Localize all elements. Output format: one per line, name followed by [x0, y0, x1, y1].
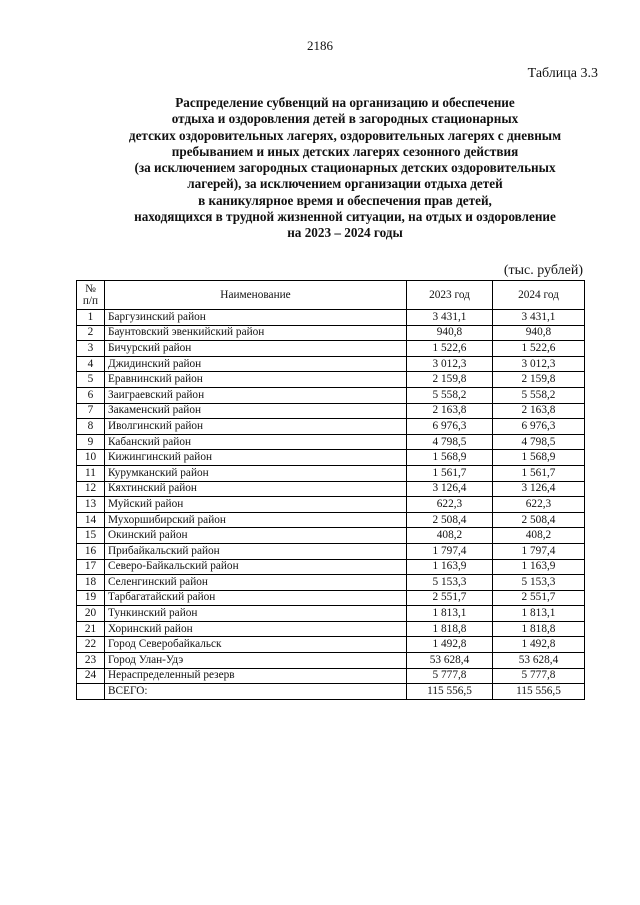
table-row	[77, 372, 585, 388]
row-value-2024: 1 797,4	[493, 543, 585, 559]
row-name: Город Улан-Удэ	[105, 653, 407, 669]
row-value-2023: 1 561,7	[407, 465, 493, 481]
row-number: 24	[77, 668, 105, 684]
total-label: ВСЕГО:	[105, 684, 407, 700]
row-value-2023: 3 012,3	[407, 356, 493, 372]
row-number: 5	[77, 372, 105, 388]
title-line: детских оздоровительных лагерях, оздоровительных лагерях с дневным	[128, 127, 562, 143]
row-value-2024: 940,8	[493, 325, 585, 341]
row-value-2023: 4 798,5	[407, 434, 493, 450]
row-value-2024: 1 522,6	[493, 341, 585, 357]
total-value-2023: 115 556,5	[407, 684, 493, 700]
units-label: (тыс. рублей)	[503, 263, 583, 278]
row-value-2023: 6 976,3	[407, 419, 493, 435]
table-row	[77, 481, 585, 497]
table-row	[77, 512, 585, 528]
row-name: Бичурский район	[105, 341, 407, 357]
title-line: отдыха и оздоровления детей в загородных стационарных	[171, 111, 519, 127]
row-value-2024: 5 777,8	[493, 668, 585, 684]
row-value-2024: 4 798,5	[493, 434, 585, 450]
table-row	[77, 325, 585, 341]
row-number: 22	[77, 637, 105, 653]
document-title	[80, 95, 610, 242]
header-name: Наименование	[105, 281, 407, 310]
table-row	[77, 543, 585, 559]
title-line: (за исключением загородных стационарных детских оздоровительных	[134, 160, 556, 176]
row-value-2024: 1 492,8	[493, 637, 585, 653]
row-value-2023: 622,3	[407, 497, 493, 513]
row-number: 21	[77, 621, 105, 637]
row-value-2023: 2 159,8	[407, 372, 493, 388]
row-number: 14	[77, 512, 105, 528]
row-value-2024: 3 126,4	[493, 481, 585, 497]
header-2023: 2023 год	[407, 281, 493, 310]
row-name: Иволгинский район	[105, 419, 407, 435]
row-value-2023: 1 797,4	[407, 543, 493, 559]
row-value-2024: 2 163,8	[493, 403, 585, 419]
table-row	[77, 528, 585, 544]
row-value-2024: 1 818,8	[493, 621, 585, 637]
row-number: 3	[77, 341, 105, 357]
row-number: 12	[77, 481, 105, 497]
table-row	[77, 637, 585, 653]
row-value-2024: 2 159,8	[493, 372, 585, 388]
table-row	[77, 341, 585, 357]
row-value-2023: 3 431,1	[407, 310, 493, 326]
row-number: 15	[77, 528, 105, 544]
row-number: 19	[77, 590, 105, 606]
table-row	[77, 668, 585, 684]
row-number: 10	[77, 450, 105, 466]
row-value-2024: 622,3	[493, 497, 585, 513]
table-row	[77, 356, 585, 372]
row-name: Курумканский район	[105, 465, 407, 481]
table-row	[77, 419, 585, 435]
row-value-2023: 1 492,8	[407, 637, 493, 653]
header-number	[77, 281, 105, 310]
row-value-2023: 5 777,8	[407, 668, 493, 684]
row-name: Кижингинский район	[105, 450, 407, 466]
row-number: 23	[77, 653, 105, 669]
table-row	[77, 621, 585, 637]
row-value-2023: 2 551,7	[407, 590, 493, 606]
row-name: Заиграевский район	[105, 387, 407, 403]
row-name: Прибайкальский район	[105, 543, 407, 559]
row-number: 16	[77, 543, 105, 559]
row-value-2024: 1 568,9	[493, 450, 585, 466]
header-2024: 2024 год	[493, 281, 585, 310]
row-name: Еравнинский район	[105, 372, 407, 388]
table-label: Таблица 3.3	[527, 66, 598, 81]
title-line: Распределение субвенций на организацию и обеспечение	[175, 95, 515, 110]
row-value-2023: 53 628,4	[407, 653, 493, 669]
table-row	[77, 497, 585, 513]
row-value-2024: 1 163,9	[493, 559, 585, 575]
row-name: Кяхтинский район	[105, 481, 407, 497]
row-name: Северо-Байкальский район	[105, 559, 407, 575]
row-number: 1	[77, 310, 105, 326]
row-number: 6	[77, 387, 105, 403]
row-value-2023: 1 818,8	[407, 621, 493, 637]
title-line: в каникулярное время и обеспечения прав детей,	[198, 192, 492, 208]
table-row	[77, 450, 585, 466]
row-number: 8	[77, 419, 105, 435]
title-line: на 2023 – 2024 годы	[287, 225, 403, 241]
row-value-2023: 5 153,3	[407, 575, 493, 591]
row-name: Хоринский район	[105, 621, 407, 637]
row-name: Тарбагатайский район	[105, 590, 407, 606]
row-name: Мухоршибирский район	[105, 512, 407, 528]
table-row	[77, 465, 585, 481]
table-row	[77, 434, 585, 450]
row-name: Джидинский район	[105, 356, 407, 372]
row-name: Муйский район	[105, 497, 407, 513]
total-row	[77, 684, 585, 700]
row-name: Нераспределенный резерв	[105, 668, 407, 684]
header-number-part: п/п	[82, 295, 99, 307]
title-line: пребыванием и иных детских лагерях сезонного действия	[171, 143, 519, 159]
table-row	[77, 590, 585, 606]
table-body	[77, 310, 585, 700]
table-row	[77, 387, 585, 403]
row-value-2024: 3 431,1	[493, 310, 585, 326]
row-name: Кабанский район	[105, 434, 407, 450]
row-number: 9	[77, 434, 105, 450]
row-value-2023: 5 558,2	[407, 387, 493, 403]
row-number: 20	[77, 606, 105, 622]
row-name: Город Северобайкальск	[105, 637, 407, 653]
table-header-row	[77, 281, 585, 310]
row-name: Закаменский район	[105, 403, 407, 419]
table-row	[77, 653, 585, 669]
table-row	[77, 559, 585, 575]
row-value-2023: 1 522,6	[407, 341, 493, 357]
title-line: находящихся в трудной жизненной ситуации, на отдых и оздоровление	[134, 209, 556, 225]
row-number: 7	[77, 403, 105, 419]
table-row	[77, 403, 585, 419]
row-number: 13	[77, 497, 105, 513]
row-number: 2	[77, 325, 105, 341]
row-value-2023: 1 163,9	[407, 559, 493, 575]
header-number-part: №	[85, 283, 96, 295]
row-value-2023: 2 163,8	[407, 403, 493, 419]
row-value-2024: 53 628,4	[493, 653, 585, 669]
row-name: Баунтовский эвенкийский район	[105, 325, 407, 341]
row-name: Окинский район	[105, 528, 407, 544]
title-line: лагерей), за исключением организации отдыха детей	[187, 176, 503, 192]
row-value-2024: 408,2	[493, 528, 585, 544]
row-value-2024: 6 976,3	[493, 419, 585, 435]
table-row	[77, 310, 585, 326]
row-value-2024: 5 558,2	[493, 387, 585, 403]
row-value-2023: 940,8	[407, 325, 493, 341]
total-value-2024: 115 556,5	[493, 684, 585, 700]
row-value-2024: 2 508,4	[493, 512, 585, 528]
row-number: 18	[77, 575, 105, 591]
row-value-2023: 1 568,9	[407, 450, 493, 466]
row-value-2024: 2 551,7	[493, 590, 585, 606]
row-value-2024: 5 153,3	[493, 575, 585, 591]
row-value-2023: 3 126,4	[407, 481, 493, 497]
row-name: Баргузинский район	[105, 310, 407, 326]
row-value-2024: 3 012,3	[493, 356, 585, 372]
row-name: Селенгинский район	[105, 575, 407, 591]
row-value-2024: 1 813,1	[493, 606, 585, 622]
row-value-2023: 408,2	[407, 528, 493, 544]
subvention-table	[76, 280, 585, 700]
row-name: Тункинский район	[105, 606, 407, 622]
page-number: 2186	[307, 38, 333, 53]
row-value-2024: 1 561,7	[493, 465, 585, 481]
row-value-2023: 2 508,4	[407, 512, 493, 528]
row-number: 11	[77, 465, 105, 481]
row-number: 17	[77, 559, 105, 575]
total-number	[77, 684, 105, 700]
row-number: 4	[77, 356, 105, 372]
table-row	[77, 575, 585, 591]
row-value-2023: 1 813,1	[407, 606, 493, 622]
table-row	[77, 606, 585, 622]
